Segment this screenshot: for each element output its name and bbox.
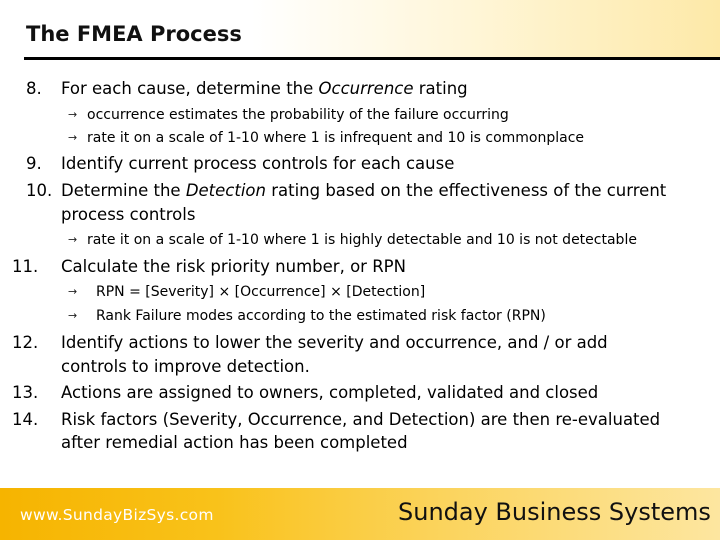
sub-item: rate it on a scale of 1-10 where 1 is highly detectable and 10 is not detectable (87, 232, 637, 248)
item-number: 11. (12, 257, 39, 276)
item-number: 9. (26, 154, 42, 173)
item-text: Identify current process controls for each cause (61, 154, 455, 173)
item-text (61, 181, 666, 201)
item-number: 14. (12, 410, 39, 429)
arrow-bullet-icon: → (68, 309, 78, 322)
item-emphasis: Detection (185, 181, 266, 200)
item-text-part: Determine the (61, 181, 186, 200)
title-divider (24, 57, 720, 60)
item-text-part: rating based on the effectiveness of the current (265, 181, 667, 200)
footer-url: www.SundayBizSys.com (20, 506, 214, 524)
item-text (61, 79, 468, 99)
sub-item: RPN = [Severity] × [Occurrence] × [Detection] (96, 284, 426, 300)
item-continuation: after remedial action has been completed (61, 433, 408, 452)
item-text: Calculate the risk priority number, or RPN (61, 257, 406, 276)
slide-title: The FMEA Process (26, 22, 242, 46)
sub-item: occurrence estimates the probability of the failure occurring (87, 107, 509, 123)
item-text-part: For each cause, determine the (61, 79, 319, 98)
item-emphasis: Occurrence (318, 79, 414, 98)
arrow-bullet-icon: → (68, 233, 78, 246)
sub-item: rate it on a scale of 1-10 where 1 is infrequent and 10 is commonplace (87, 130, 585, 146)
arrow-bullet-icon: → (68, 131, 78, 144)
item-text: Risk factors (Severity, Occurrence, and Detection) are then re-evaluated (61, 410, 661, 429)
item-number: 12. (12, 333, 39, 352)
item-text: Identify actions to lower the severity and occurrence, and / or add (61, 333, 608, 352)
item-number: 8. (26, 79, 42, 98)
item-continuation: process controls (61, 205, 196, 224)
item-text-part: rating (413, 79, 468, 98)
item-text: Actions are assigned to owners, completed, validated and closed (61, 383, 599, 402)
item-continuation: controls to improve detection. (61, 357, 310, 376)
arrow-bullet-icon: → (68, 285, 78, 298)
sub-item: Rank Failure modes according to the estimated risk factor (RPN) (96, 308, 546, 324)
arrow-bullet-icon: → (68, 108, 78, 121)
item-number: 10. (26, 181, 53, 200)
footer-brand: Sunday Business Systems (398, 498, 711, 526)
item-number: 13. (12, 383, 39, 402)
